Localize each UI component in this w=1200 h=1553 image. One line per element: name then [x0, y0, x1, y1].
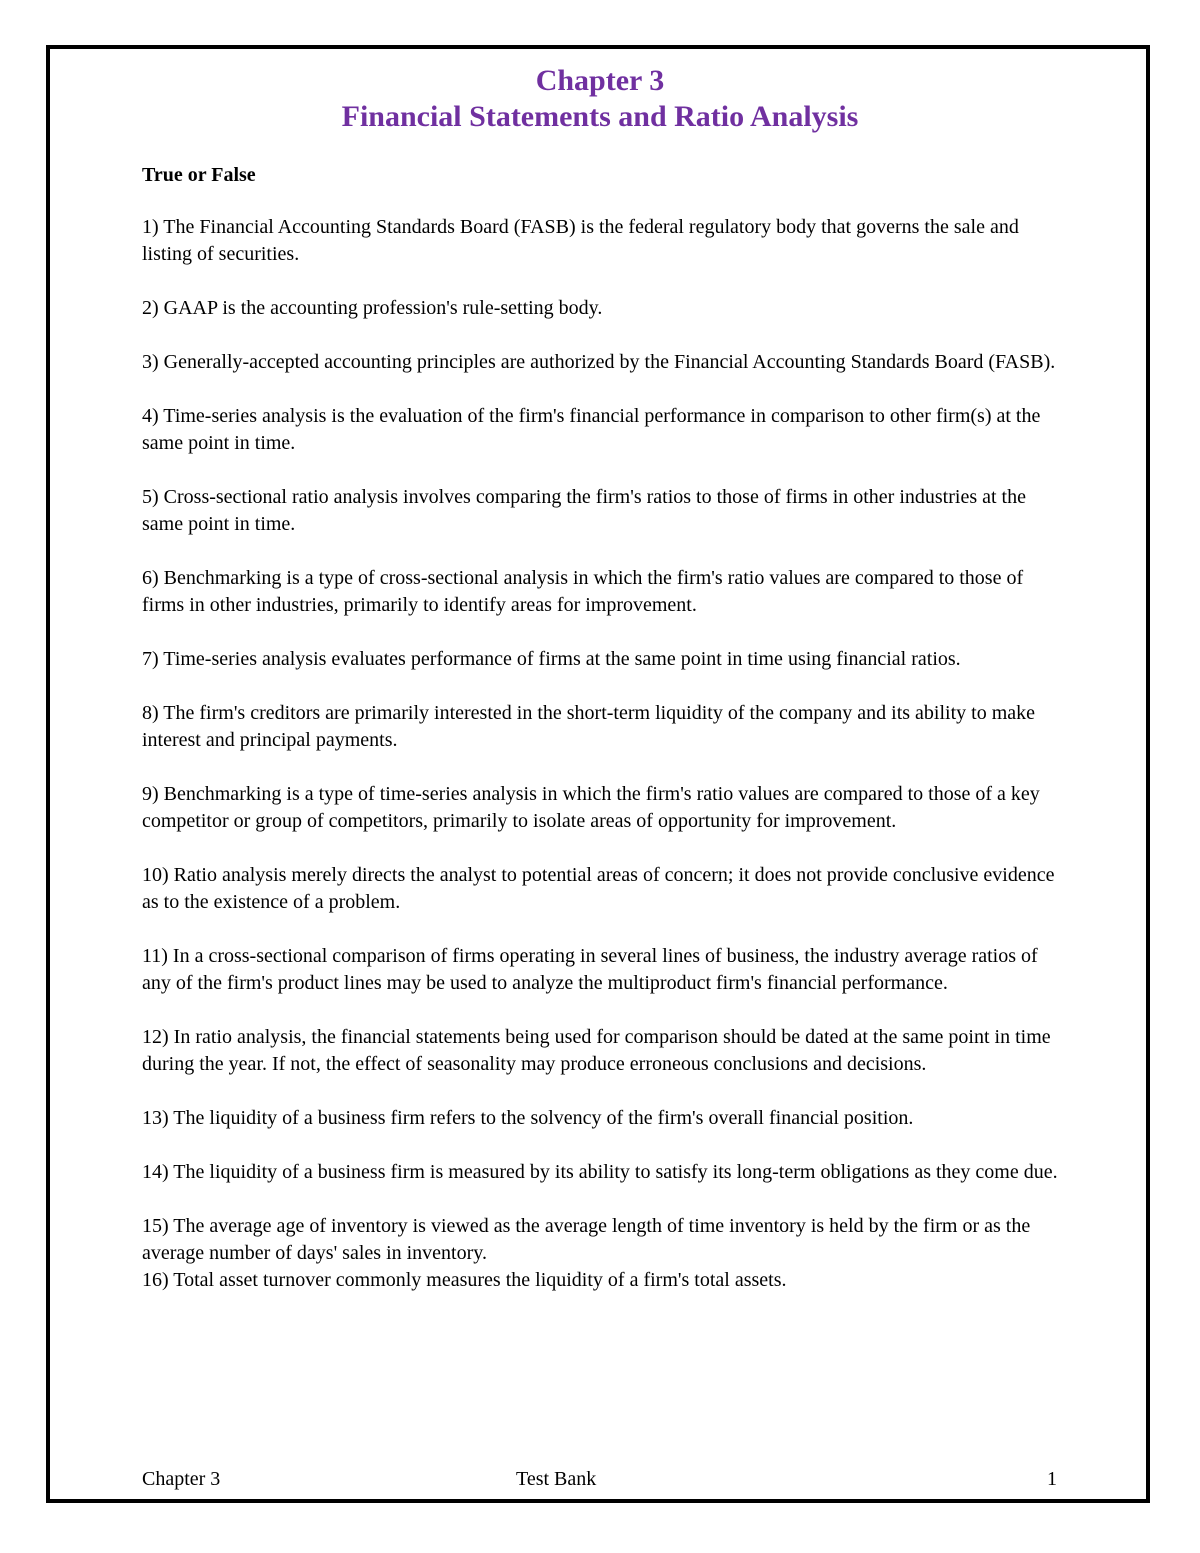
question-item: 13) The liquidity of a business firm refers to the solvency of the firm's overall financial position. — [142, 1107, 914, 1129]
question-item: 11) In a cross-sectional comparison of firms operating in several lines of business, the industry average ratios of any of the firm's product lines may be used to analyze the multiproduct firm's financial performance. — [142, 945, 1038, 994]
question-item: 9) Benchmarking is a type of time-series analysis in which the firm's ratio values are compared to those of a key competitor or group of competitors, primarily to isolate areas of opportunity for improvement. — [142, 783, 1040, 832]
question-item: 1) The Financial Accounting Standards Board (FASB) is the federal regulatory body that governs the sale and listing of securities. — [142, 216, 1019, 265]
question-list — [142, 214, 1067, 1294]
question-item: 4) Time-series analysis is the evaluation of the firm's financial performance in comparison to other firm(s) at the same point in time. — [142, 405, 1041, 454]
section-heading: True or False — [142, 164, 256, 186]
page-number: 1 — [1047, 1468, 1057, 1490]
question-item: 15) The average age of inventory is viewed as the average length of time inventory is held by the firm or as the average number of days' sales in inventory. — [142, 1215, 1031, 1264]
chapter-title: Chapter 3 — [535, 64, 665, 97]
footer-test-bank: Test Bank — [516, 1468, 597, 1490]
question-item: 16) Total asset turnover commonly measures the liquidity of a firm's total assets. — [142, 1269, 787, 1291]
question-item: 10) Ratio analysis merely directs the analyst to potential areas of concern; it does not provide conclusive evidence as to the existence of a problem. — [142, 864, 1055, 913]
question-item: 12) In ratio analysis, the financial statements being used for comparison should be dated at the same point in time during the year. If not, the effect of seasonality may produce erroneous conclusions and decisions. — [142, 1026, 1051, 1075]
page-footer — [142, 1466, 1057, 1493]
question-item: 8) The firm's creditors are primarily interested in the short-term liquidity of the company and its ability to make interest and principal payments. — [142, 702, 1035, 751]
footer-chapter: Chapter 3 — [142, 1468, 221, 1490]
question-item: 2) GAAP is the accounting profession's rule-setting body. — [142, 297, 603, 319]
question-item: 14) The liquidity of a business firm is measured by its ability to satisfy its long-term obligations as they come due. — [142, 1161, 1058, 1183]
question-item: 6) Benchmarking is a type of cross-sectional analysis in which the firm's ratio values are compared to those of firms in other industries, primarily to identify areas for improvement. — [142, 567, 1024, 616]
question-item: 5) Cross-sectional ratio analysis involves comparing the firm's ratios to those of firms in other industries at the same point in time. — [142, 486, 1026, 535]
question-item: 7) Time-series analysis evaluates performance of firms at the same point in time using financial ratios. — [142, 648, 961, 670]
question-item: 3) Generally-accepted accounting principles are authorized by the Financial Accounting Standards Board (FASB). — [142, 351, 1056, 373]
page-title: Financial Statements and Ratio Analysis — [341, 100, 859, 133]
